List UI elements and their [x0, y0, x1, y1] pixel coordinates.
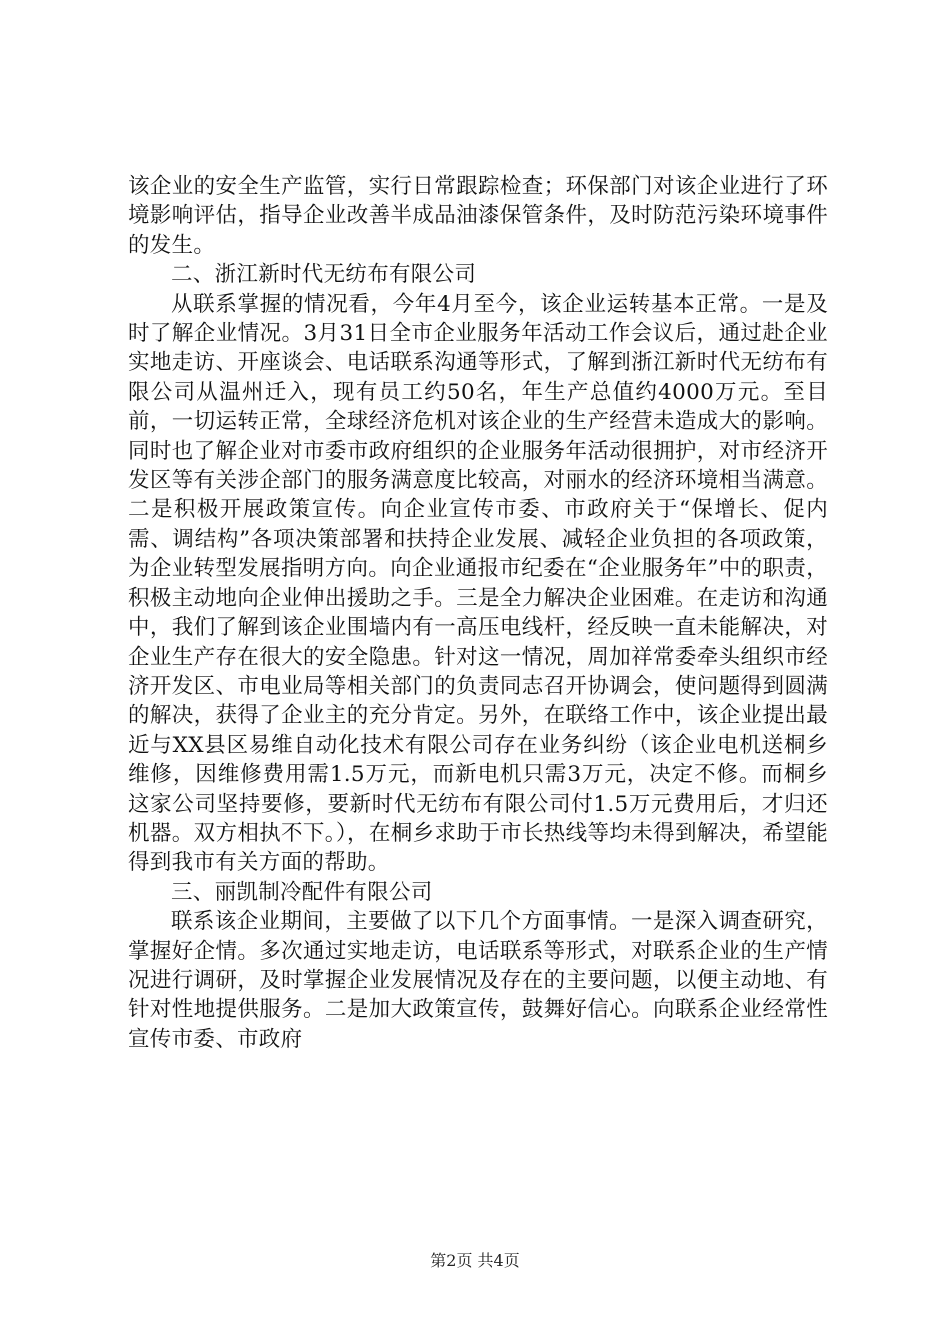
page-number-footer: 第2页 共4页 [430, 1251, 520, 1270]
paragraph-continuation: 该企业的安全生产监管，实行日常跟踪检查；环保部门对该企业进行了环境影响评估，指导企业改善半成品油漆保管条件，及时防范污染环境事件的发生。 [128, 174, 828, 258]
section-heading-2: 二、浙江新时代无纺布有限公司 [171, 262, 477, 288]
section-heading-3: 三、丽凯制冷配件有限公司 [171, 879, 433, 905]
document-body [128, 172, 828, 1054]
paragraph-section-2: 从联系掌握的情况看，今年4月至今，该企业运转基本正常。一是及时了解企业情况。3月31日全市企业服务年活动工作会议后，通过赴企业实地走访、开座谈会、电话联系沟通等形式，了解到浙江新时代无纺布有限公司从温州迁入，现有员工约50名，年生产总值约4000万元。至目前，一切运转正常，全球经济危机对该企业的生产经营未造成大的影响。同时也了解企业对市委市政府组织的企业服务年活动很拥护，对市经济开发区等有关涉企部门的服务满意度比较高，对丽水的经济环境相当满意。二是积极开展政策宣传。向企业宣传市委、市政府关于“保增长、促内需、调结构”各项决策部署和扶持企业发展、减轻企业负担的各项政策，为企业转型发展指明方向。向企业通报市纪委在“企业服务年”中的职责，积极主动地向企业伸出援助之手。三是全力解决企业困难。在走访和沟通中，我们了解到该企业围墙内有一高压电线杆，经反映一直未能解决，对企业生产存在很大的安全隐患。针对这一情况，周加祥常委牵头组织市经济开发区、市电业局等相关部门的负责同志召开协调会，使问题得到圆满的解决，获得了企业主的充分肯定。另外，在联络工作中，该企业提出最近与XX县区易维自动化技术有限公司存在业务纠纷（该企业电机送桐乡维修，因维修费用需1.5万元，而新电机只需3万元，决定不修。而桐乡这家公司坚持要修，要新时代无纺布有限公司付1.5万元费用后，才归还机器。双方相执不下。），在桐乡求助于市长热线等均未得到解决，希望能得到我市有关方面的帮助。 [128, 291, 828, 876]
paragraph-section-3: 联系该企业期间，主要做了以下几个方面事情。一是深入调查研究，掌握好企情。多次通过实地走访，电话联系等形式，对联系企业的生产情况进行调研，及时掌握企业发展情况及存在的主要问题，以便主动地、有针对性地提供服务。二是加大政策宣传，鼓舞好信心。向联系企业经常性宣传市委、市政府 [128, 909, 828, 1052]
